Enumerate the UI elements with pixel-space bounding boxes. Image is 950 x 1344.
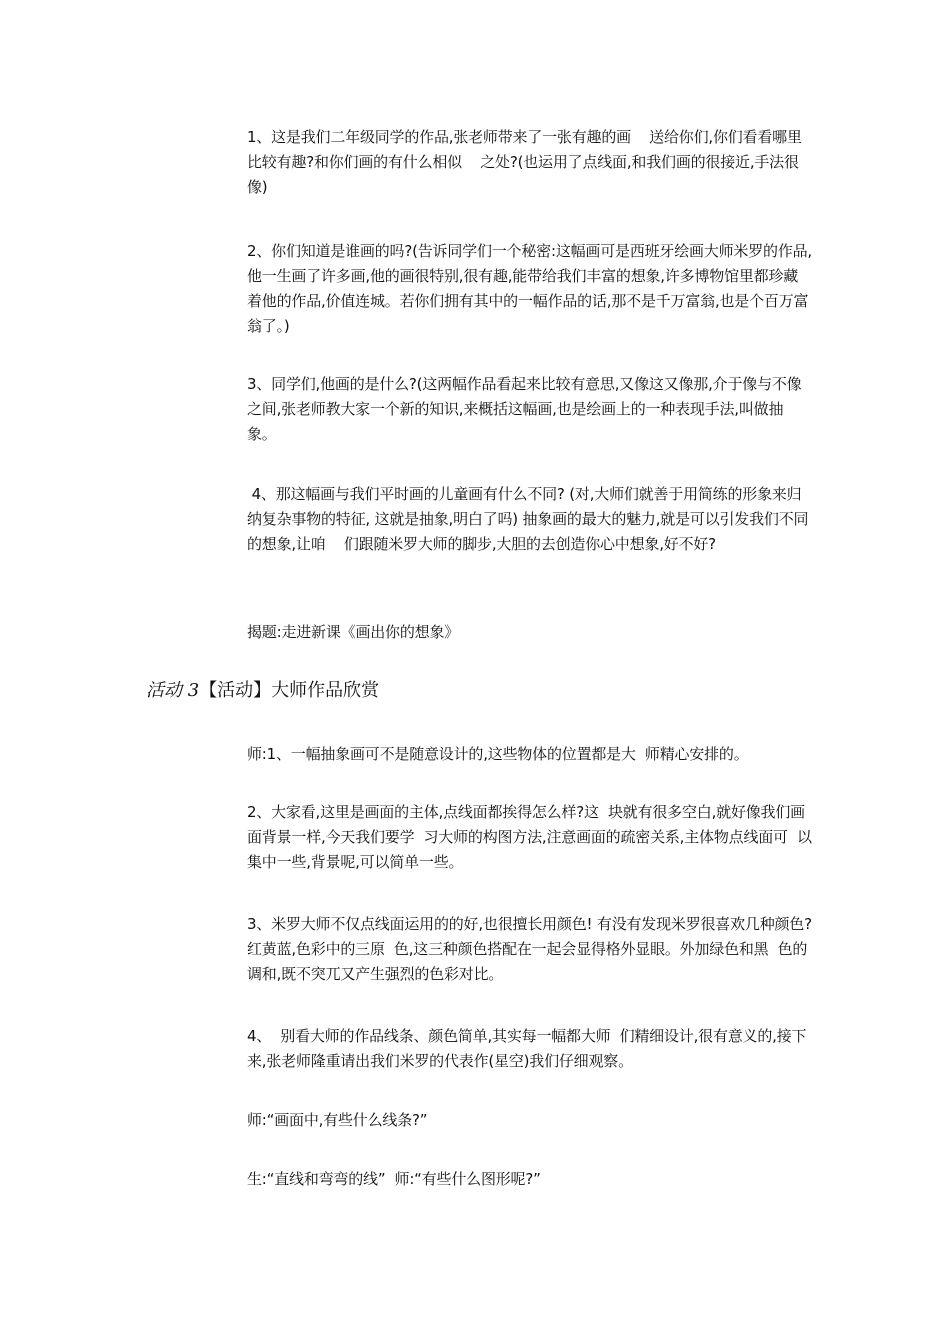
paragraph-1: 1、这是我们二年级同学的作品,张老师带来了一张有趣的画 送给你们,你们看看哪里比较有趣?和你们画的有什么相似 之处?(也运用了点线面,和我们画的很接近,手法很像) bbox=[247, 128, 802, 196]
paragraph-9: 4、 别看大师的作品线条、颜色简单,其实每一幅都大师 们精细设计,很有意义的,接下来,张老师隆重请出我们米罗的代表作(星空)我们仔细观察。 bbox=[247, 1027, 807, 1070]
paragraph-11: 生:“直线和弯弯的线” 师:“有些什么图形呢?” bbox=[247, 1170, 541, 1188]
paragraph-7: 2、大家看,这里是画面的主体,点线面都挨得怎么样?这 块就有很多空白,就好像我们画面背景一样,今天我们要学 习大师的构图方法,注意画面的疏密关系,主体物点线面可 以集中一些,背景呢,可以简单一些。 bbox=[247, 803, 812, 871]
paragraph-10: 师:“画面中,有些什么线条?” bbox=[247, 1111, 428, 1129]
paragraph-8: 3、米罗大师不仅点线面运用的的好,也很擅长用颜色! 有没有发现米罗很喜欢几种颜色?红黄蓝,色彩中的三原 色,这三种颜色搭配在一起会显得格外显眼。外加绿色和黑 色的调和,既不突兀又产生强烈的色彩对比。 bbox=[247, 915, 812, 983]
activity-title: 【活动】大师作品欣赏 bbox=[199, 680, 380, 701]
paragraph-4: 4、那这幅画与我们平时画的儿童画有什么不同? (对,大师们就善于用简练的形象来归纳复杂事物的特征, 这就是抽象,明白了吗) 抽象画的最大的魅力,就是可以引发我们不同的想象,让咱 们跟随米罗大师的脚步,大胆的去创造你心中想象,好不好? bbox=[247, 485, 809, 553]
paragraph-2: 2、你们知道是谁画的吗?(告诉同学们一个秘密:这幅画可是西班牙绘画大师米罗的作品,他一生画了许多画,他的画很特别,很有趣,能带给我们丰富的想象,许多博物馆里都珍藏着他的作品,价值连城。若你们拥有其中的一幅作品的话,那不是千万富翁,也是个百万富翁了。) bbox=[247, 242, 812, 335]
activity-heading bbox=[146, 678, 379, 704]
paragraph-5-topic: 揭题:走进新课《画出你的想象》 bbox=[247, 623, 460, 641]
paragraph-3: 3、同学们,他画的是什么?(这两幅作品看起来比较有意思,又像这又像那,介于像与不像之间,张老师教大家一个新的知识,来概括这幅画,也是绘画上的一种表现手法,叫做抽象。 bbox=[247, 375, 802, 443]
paragraph-6: 师:1、一幅抽象画可不是随意设计的,这些物体的位置都是大 师精心安排的。 bbox=[247, 745, 749, 763]
activity-number: 活动 3 bbox=[146, 680, 200, 701]
